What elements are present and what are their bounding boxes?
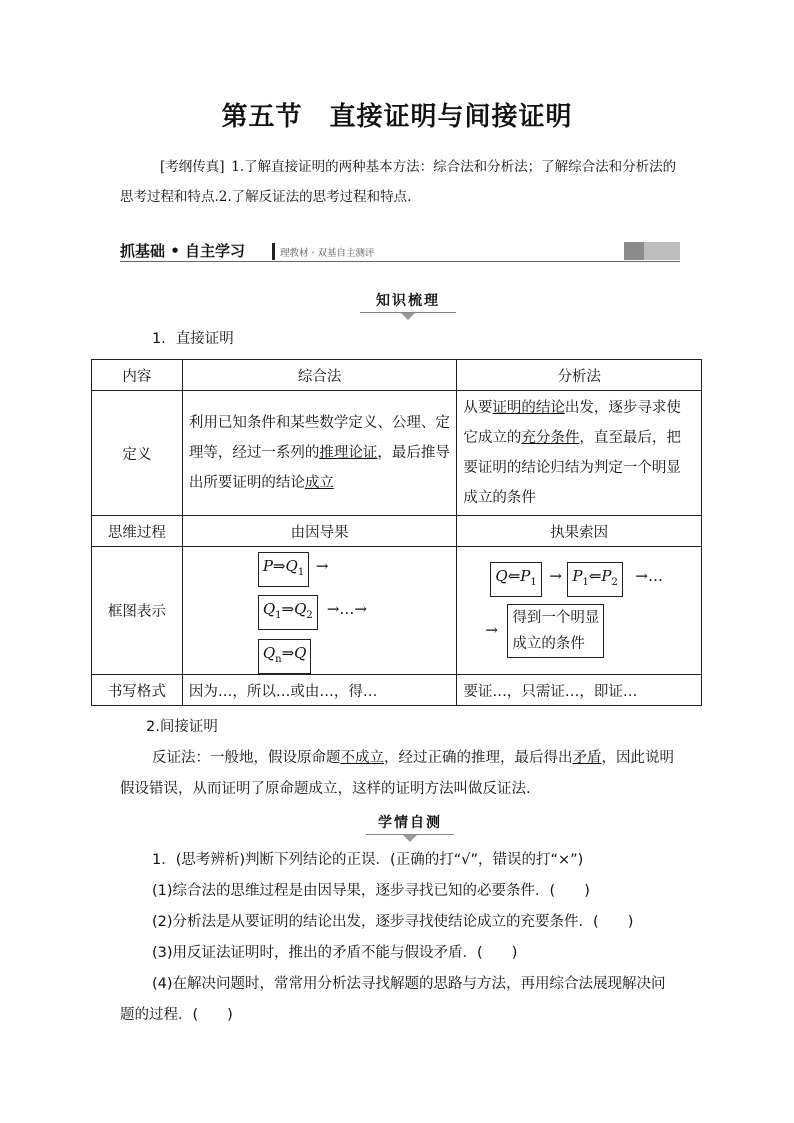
banner-decor-dark <box>624 242 644 260</box>
exercise-item-4: (4)在解决问题时，常常用分析法寻找解题的思路与方法，再用综合法展现解决问题的过程．( ) <box>120 976 666 1023</box>
ana-box1-b: P <box>520 567 531 585</box>
ana-box2-a: P <box>572 567 583 585</box>
syn-flow-arrow-1: → <box>315 557 329 575</box>
page-title: 第五节 直接证明与间接证明 <box>221 102 573 132</box>
implied-by-icon: ⇐ <box>588 567 602 585</box>
ana-box2-a-sub: 1 <box>582 577 589 588</box>
syn-flow-box-2 <box>258 595 318 630</box>
ana-box1-b-sub: 1 <box>530 577 537 588</box>
exercise-item-3: (3)用反证法证明时，推出的矛盾不能与假设矛盾．( ) <box>152 945 518 961</box>
header-cell-analysis: 分析法 <box>457 360 702 391</box>
indirect-text-1: 反证法：一般地，假设原命题 <box>152 750 341 766</box>
implies-icon: ⇒ <box>281 644 295 662</box>
diagram-label: 框图表示 <box>92 547 183 675</box>
table-header-row <box>92 360 702 391</box>
definition-label: 定义 <box>92 391 183 516</box>
self-test-heading: 学情自测 <box>378 815 442 831</box>
ana-box3-line2: 成立的条件 <box>512 636 585 652</box>
syn-flow-box-3 <box>258 639 312 674</box>
indirect-text-3: ，因此说明假设错误，从而证明了原命题成立，这样的证明方法叫做反证法. <box>120 750 674 797</box>
syn-box2-b-sub: 2 <box>306 610 313 621</box>
ana-box1-a: Q <box>495 567 508 585</box>
implies-icon: ⇒ <box>281 600 295 618</box>
ana-flow-arrow-3: → <box>485 621 498 639</box>
indirect-proof-heading: 2.间接证明 <box>146 719 218 735</box>
syn-box3-a-sub: n <box>275 654 282 665</box>
syllabus-tag: [考纲传真] <box>160 159 225 175</box>
exercise-question-1: 1．(思考辨析)判断下列结论的正误．(正确的打“√”，错误的打“×”) <box>152 852 584 868</box>
synthesis-definition <box>182 391 457 516</box>
analysis-definition <box>457 391 702 516</box>
syllabus-note <box>120 152 680 212</box>
section-banner <box>120 240 680 262</box>
banner-decor-light <box>644 242 680 260</box>
ana-flow-box-3 <box>507 604 604 658</box>
knowledge-heading: 知识梳理 <box>376 293 440 309</box>
syn-box2-a-sub: 1 <box>275 610 282 621</box>
syn-box1-a: P <box>262 557 273 575</box>
syn-flow-arrow-2: →…→ <box>326 600 367 618</box>
ana-flow-box-2 <box>567 562 623 597</box>
direct-proof-heading: 1．直接证明 <box>152 331 234 347</box>
ana-flow-box-1 <box>490 562 541 597</box>
exercise-item-1: (1)综合法的思维过程是由因导果，逐步寻找已知的必要条件．( ) <box>152 883 590 899</box>
analysis-flowchart <box>457 547 702 675</box>
ana-box3-line1: 得到一个明显 <box>512 610 600 626</box>
indirect-underline-2: 矛盾 <box>572 750 602 766</box>
syn-box3-a: Q <box>262 644 276 662</box>
analysis-def-underline-1: 证明的结论 <box>492 400 565 416</box>
syn-box2-b: Q <box>294 600 307 618</box>
analysis-def-underline-2: 充分条件 <box>521 430 580 446</box>
implies-icon: ⇒ <box>272 557 286 575</box>
syn-box2-a: Q <box>262 600 276 618</box>
analysis-def-text-2: 出发，逐步寻求使它成立的 <box>463 400 681 446</box>
banner-title: 抓基础 • 自主学习 <box>120 242 246 260</box>
analysis-def-text-3: ，直至最后，把要证明的结论归结为判定一个明显成立的条件 <box>463 430 681 506</box>
format-label: 书写格式 <box>92 675 183 706</box>
self-test-heading-arrow-icon <box>403 835 417 842</box>
ana-flow-arrow-2: →… <box>635 567 663 585</box>
self-test-heading-block <box>366 812 454 842</box>
syn-box1-b-sub: 1 <box>297 567 305 578</box>
ana-box2-b: P <box>601 567 612 585</box>
syllabus-text: 1.了解直接证明的两种基本方法：综合法和分析法；了解综合法和分析法的思考过程和特点.2.了解反证法的思考过程和特点. <box>120 159 677 205</box>
knowledge-heading-block <box>360 290 456 320</box>
proof-methods-table <box>91 359 702 706</box>
ana-flow-arrow-1: → <box>549 567 562 585</box>
synthesis-def-text-1: 利用已知条件和某些数学定义、公理、定理等，经过一系列的 <box>188 415 450 461</box>
indirect-text-2: ，经过正确的推理，最后得出 <box>384 750 573 766</box>
thinking-synthesis: 由因导果 <box>182 516 457 547</box>
thinking-label: 思维过程 <box>92 516 183 547</box>
indirect-proof-paragraph <box>120 743 680 805</box>
implied-by-icon: ⇐ <box>507 567 521 585</box>
banner-separator <box>272 243 275 260</box>
header-cell-content: 内容 <box>92 360 183 391</box>
knowledge-heading-arrow-icon <box>401 313 415 320</box>
banner-subtitle: 理教材 · 双基自主测评 <box>280 248 375 259</box>
table-row-definition <box>92 391 702 516</box>
format-analysis: 要证…，只需证…，即证… <box>457 675 702 706</box>
synthesis-def-text-2: ，最后推导出所要证明的结论 <box>188 445 450 491</box>
exercise-item-2: (2)分析法是从要证明的结论出发，逐步寻找使结论成立的充要条件．( ) <box>152 914 634 930</box>
synthesis-flowchart <box>182 547 457 675</box>
banner-rule <box>120 261 680 262</box>
synthesis-def-underline-1: 推理论证 <box>319 445 378 461</box>
syn-flow-box-1 <box>258 552 309 587</box>
indirect-underline-1: 不成立 <box>340 750 384 766</box>
format-synthesis: 因为…，所以…或由…，得… <box>182 675 457 706</box>
table-row-diagram <box>92 547 702 675</box>
synthesis-def-underline-2: 成立 <box>304 475 334 491</box>
analysis-def-text-1: 从要 <box>463 400 493 416</box>
ana-box2-b-sub: 2 <box>611 577 618 588</box>
table-row-format <box>92 675 702 706</box>
syn-box3-b: Q <box>294 644 307 662</box>
header-cell-synthesis: 综合法 <box>182 360 457 391</box>
syn-box1-b: Q <box>285 557 298 575</box>
table-row-thinking <box>92 516 702 547</box>
thinking-analysis: 执果索因 <box>457 516 702 547</box>
